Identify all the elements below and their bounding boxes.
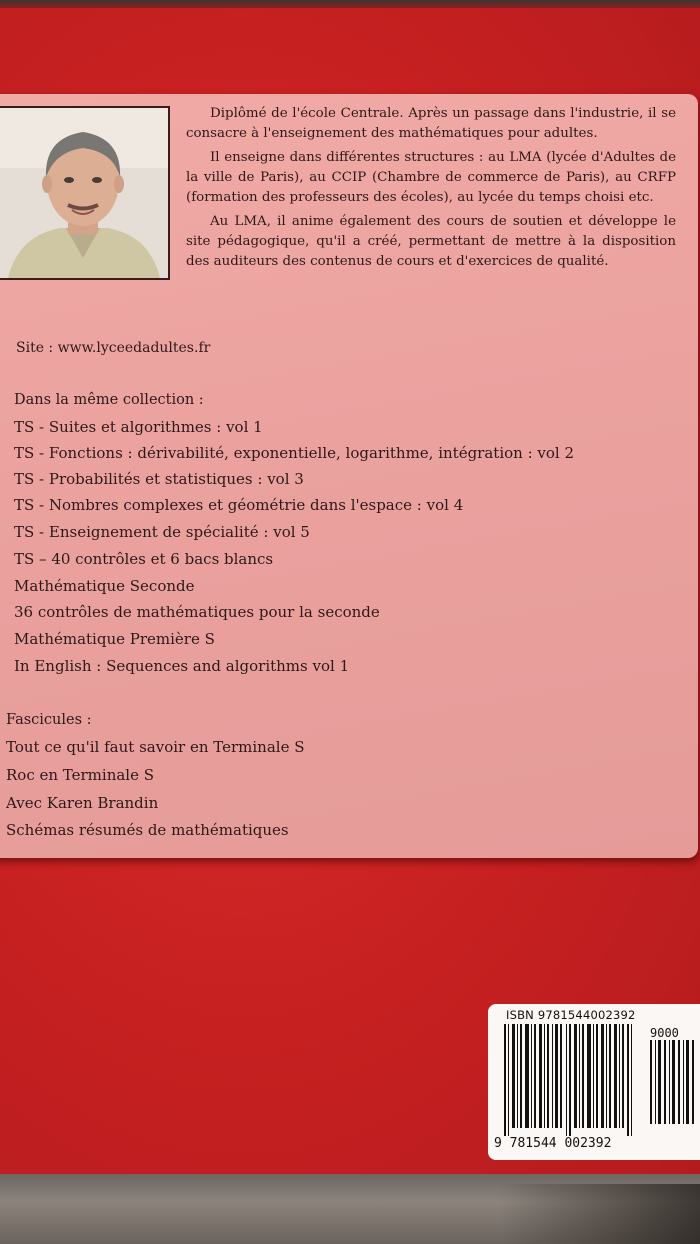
bio-paragraph-3: Au LMA, il anime également des cours de soutien et développe le site pédagogique, qu'il a créé, permettant de mettre à la disposition des auditeurs des contenus de cours et d'exercices de qualité. [186, 214, 676, 269]
collection-item: Mathématique Première S [14, 630, 215, 648]
barcode-digits: 9 781544 002392 [494, 1136, 612, 1151]
author-portrait-image [0, 108, 168, 278]
bio-paragraph-1: Diplômé de l'école Centrale. Après un passage dans l'industrie, il se consacre à l'enseignement des mathématiques pour adultes. [186, 106, 676, 141]
collection-item: TS - Fonctions : dérivabilité, exponentielle, logarithme, intégration : vol 2 [14, 444, 575, 462]
barcode-addon-bars [648, 1040, 700, 1124]
collection-item: In English : Sequences and algorithms vol 1 [14, 657, 350, 675]
collection-item: 36 contrôles de mathématiques pour la seconde [14, 603, 380, 621]
fascicule-item: Avec Karen Brandin [6, 794, 159, 812]
collection-item: TS – 40 contrôles et 6 bacs blancs [14, 550, 274, 568]
cover-top-edge [0, 0, 700, 8]
fascicule-item: Schémas résumés de mathématiques [6, 821, 289, 839]
collection-item: TS - Nombres complexes et géométrie dans l'espace : vol 4 [14, 496, 464, 514]
collection-item: Mathématique Seconde [14, 577, 195, 595]
fascicule-item: Tout ce qu'il faut savoir en Terminale S [6, 738, 305, 756]
fascicules-title: Fascicules : [6, 712, 92, 728]
isbn-barcode [488, 1004, 700, 1160]
table-surface [0, 1174, 700, 1244]
price-code: 9000 [650, 1026, 679, 1040]
isbn-label: ISBN 9781544002392 [506, 1008, 636, 1022]
fascicule-item: Roc en Terminale S [6, 766, 155, 784]
collection-item: TS - Suites et algorithmes : vol 1 [14, 418, 263, 436]
collection-title: Dans la même collection : [14, 392, 204, 408]
website-line: Site : www.lyceedadultes.fr [16, 340, 211, 356]
collection-item: TS - Probabilités et statistiques : vol 3 [14, 470, 304, 488]
collection-item: TS - Enseignement de spécialité : vol 5 [14, 523, 310, 541]
author-photo [0, 106, 170, 280]
bio-paragraph-2: Il enseigne dans différentes structures : au LMA (lycée d'Adultes de la ville de Paris), au CCIP (Chambre de commerce de Paris), au CRFP (formation des professeurs des écoles), au lycée du temps choisi etc. [186, 150, 676, 205]
author-bio [186, 104, 676, 276]
barcode-bars [502, 1024, 642, 1136]
